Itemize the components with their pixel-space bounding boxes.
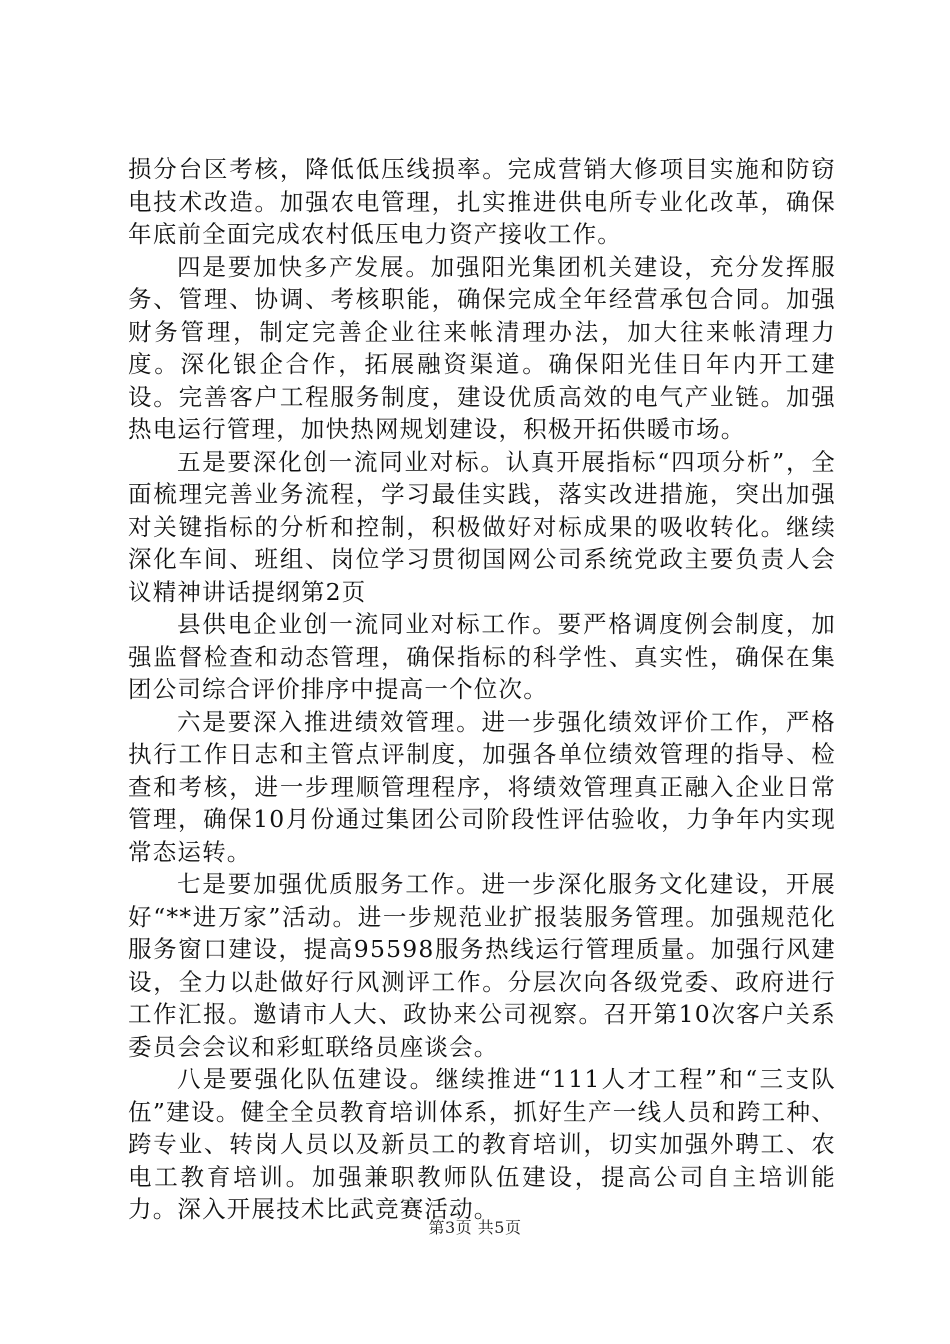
paragraph: 四是要加快多产发展。加强阳光集团机关建设，充分发挥服务、管理、协调、考核职能，确保完成全年经营承包合同。加强财务管理，制定完善企业往来帐清理办法，加大往来帐清理力度。深化银企合作，拓展融资渠道。确保阳光佳日年内开工建设。完善客户工程服务制度，建设优质高效的电气产业链。加强热电运行管理，加快热网规划建设，积极开拓供暖市场。 (128, 252, 836, 443)
page-number-footer: 第3页 共5页 (428, 1218, 522, 1237)
paragraph: 八是要强化队伍建设。继续推进“111人才工程”和“三支队伍”建设。健全全员教育培训体系，抓好生产一线人员和跨工种、跨专业、转岗人员以及新员工的教育培训，切实加强外聘工、农电工教育培训。加强兼职教师队伍建设，提高公司自主培训能力。深入开展技术比武竞赛活动。 (128, 1065, 836, 1223)
document-body (128, 153, 836, 1226)
paragraph: 七是要加强优质服务工作。进一步深化服务文化建设，开展好“**进万家”活动。进一步规范业扩报装服务管理。加强规范化服务窗口建设，提高95598服务热线运行管理质量。加强行风建设，全力以赴做好行风测评工作。分层次向各级党委、政府进行工作汇报。邀请市人大、政协来公司视察。召开第10次客户关系委员会会议和彩虹联络员座谈会。 (128, 870, 836, 1061)
paragraph: 损分台区考核，降低低压线损率。完成营销大修项目实施和防窃电技术改造。加强农电管理，扎实推进供电所专业化改革，确保年底前全面完成农村低压电力资产接收工作。 (128, 155, 836, 248)
paragraph: 六是要深入推进绩效管理。进一步强化绩效评价工作，严格执行工作日志和主管点评制度，加强各单位绩效管理的指导、检查和考核，进一步理顺管理程序，将绩效管理真正融入企业日常管理，确保10月份通过集团公司阶段性评估验收，力争年内实现常态运转。 (128, 707, 836, 866)
paragraph: 县供电企业创一流同业对标工作。要严格调度例会制度，加强监督检查和动态管理，确保指标的科学性、真实性，确保在集团公司综合评价排序中提高一个位次。 (128, 610, 836, 703)
paragraph: 五是要深化创一流同业对标。认真开展指标“四项分析”，全面梳理完善业务流程，学习最佳实践，落实改进措施，突出加强对关键指标的分析和控制，积极做好对标成果的吸收转化。继续深化车间、班组、岗位学习贯彻国网公司系统党政主要负责人会议精神讲话提纲第2页 (128, 447, 836, 606)
